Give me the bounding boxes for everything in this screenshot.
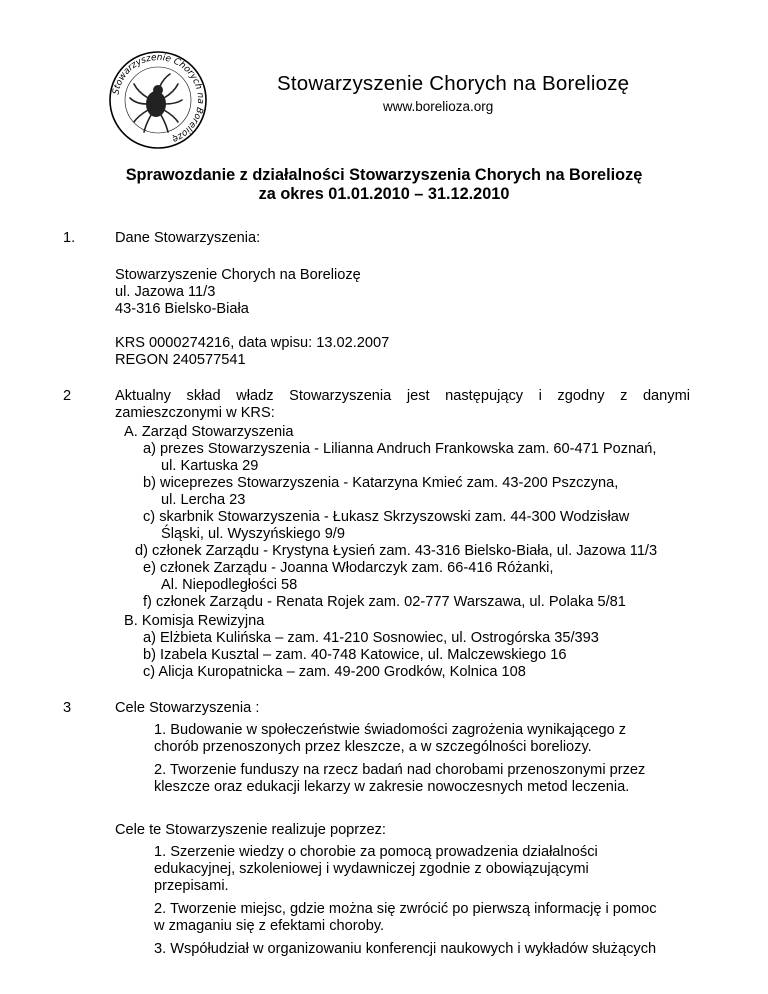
audit-member: c) Alicja Kuropatnicka – zam. 49-200 Grodków, Kolnica 108	[143, 664, 526, 680]
board-member-address: Al. Niepodległości 58	[161, 577, 298, 593]
means-line: 2. Tworzenie miejsc, gdzie można się zwrócić po pierwszą informację i pomoc	[154, 901, 657, 917]
audit-heading: B. Komisja Rewizyjna	[124, 613, 265, 629]
board-member: c) skarbnik Stowarzyszenia - Łukasz Skrzyszowski zam. 44-300 Wodzisław	[143, 509, 630, 525]
goal-line: chorób przenoszonych przez kleszcze, a w szczególności boreliozy.	[154, 739, 592, 755]
report-title-line-2: za okres 01.01.2010 – 31.12.2010	[258, 185, 510, 203]
board-member: d) członek Zarządu - Krystyna Łysień zam. 43-316 Bielsko-Biała, ul. Jazowa 11/3	[135, 543, 658, 559]
goal-line: 2. Tworzenie funduszy na rzecz badań nad chorobami przenoszonymi przez	[154, 762, 646, 778]
logo-ring-text: Stowarzyszenie Chorych na Boreliozę	[111, 52, 206, 145]
board-member-address: ul. Kartuska 29	[161, 458, 259, 474]
board-member-address: Śląski, ul. Wyszyńskiego 9/9	[161, 526, 345, 542]
means-line: edukacyjnej, szkoleniowej i wydawniczej zgodnie z obowiązującymi	[154, 861, 589, 877]
registry-line: REGON 240577541	[115, 352, 246, 368]
board-member: a) prezes Stowarzyszenia - Lilianna Andruch Frankowska zam. 60-471 Poznań,	[143, 441, 657, 457]
section-number: 3	[63, 700, 72, 716]
audit-member: a) Elżbieta Kulińska – zam. 41-210 Sosnowiec, ul. Ostrogórska 35/393	[143, 630, 599, 646]
section-heading: Dane Stowarzyszenia:	[115, 230, 261, 246]
means-line: 1. Szerzenie wiedzy o chorobie za pomocą prowadzenia działalności	[154, 844, 598, 860]
board-member: f) członek Zarządu - Renata Rojek zam. 02-777 Warszawa, ul. Polaka 5/81	[143, 594, 626, 610]
audit-member: b) Izabela Kusztal – zam. 40-748 Katowice, ul. Malczewskiego 16	[143, 647, 567, 663]
means-heading: Cele te Stowarzyszenie realizuje poprzez:	[115, 822, 386, 838]
means-line: w zmaganiu się z efektami choroby.	[154, 918, 385, 934]
organization-url[interactable]: www.borelioza.org	[383, 99, 494, 114]
means-line: 3. Współudział w organizowaniu konferencji naukowych i wykładów służących	[154, 941, 657, 957]
address-line: ul. Jazowa 11/3	[115, 284, 216, 300]
organization-name: Stowarzyszenie Chorych na Boreliozę	[277, 72, 630, 95]
report-title-line-1: Sprawozdanie z działalności Stowarzyszenia Chorych na Boreliozę	[125, 166, 643, 184]
board-member: e) członek Zarządu - Joanna Włodarczyk zam. 66-416 Różanki,	[143, 560, 554, 576]
section-heading: Cele Stowarzyszenia :	[115, 700, 260, 716]
board-heading: A. Zarząd Stowarzyszenia	[124, 424, 294, 440]
section-number: 2	[63, 388, 72, 404]
registry-line: KRS 0000274216, data wpisu: 13.02.2007	[115, 335, 390, 351]
address-line: 43-316 Bielsko-Biała	[115, 301, 249, 317]
board-member: b) wiceprezes Stowarzyszenia - Katarzyna Kmieć zam. 43-200 Pszczyna,	[143, 475, 619, 491]
tick-logo-icon	[108, 50, 208, 150]
goal-line: kleszcze oraz edukacji lekarzy w zakresie nowoczesnych metod leczenia.	[154, 779, 630, 795]
section-number: 1.	[63, 230, 76, 246]
means-line: przepisami.	[154, 878, 229, 894]
section-intro-line: zamieszczonymi w KRS:	[115, 405, 275, 421]
address-line: Stowarzyszenie Chorych na Boreliozę	[115, 267, 361, 283]
section-intro-line: Aktualny skład władz Stowarzyszenia jest następujący i zgodny z danymi	[115, 388, 690, 404]
board-member-address: ul. Lercha 23	[161, 492, 246, 508]
goal-line: 1. Budowanie w społeczeństwie świadomości zagrożenia wynikającego z	[154, 722, 627, 738]
